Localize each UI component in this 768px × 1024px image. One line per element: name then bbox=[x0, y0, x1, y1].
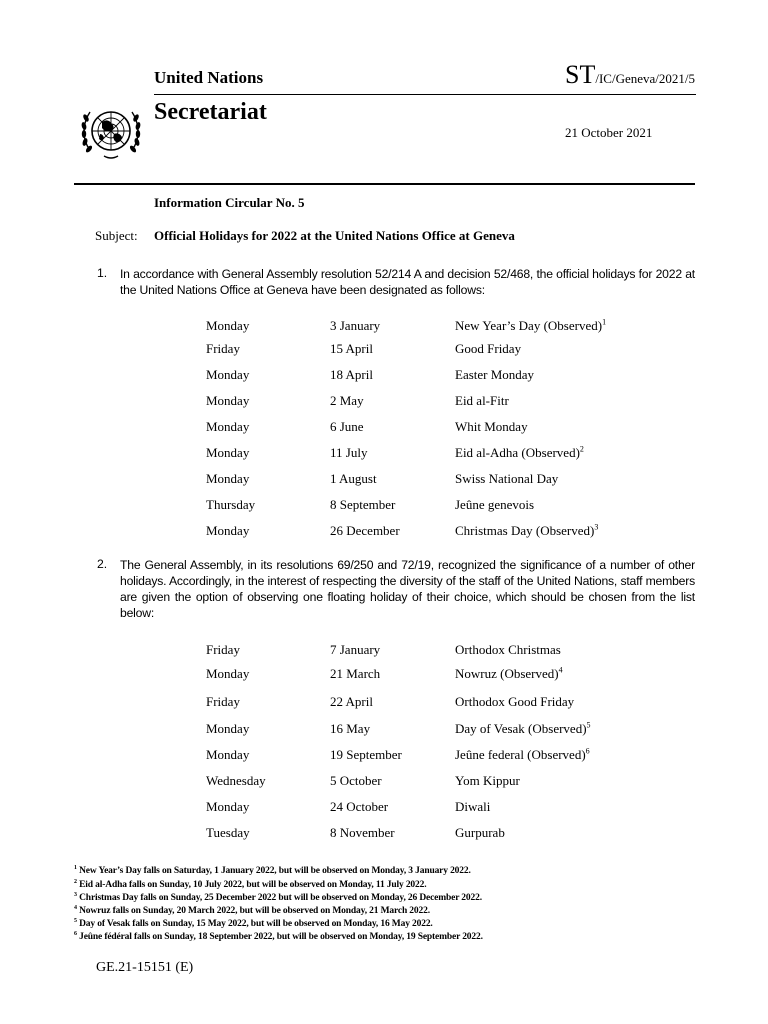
holiday-date: 2 May bbox=[330, 393, 364, 408]
symbol-prefix: ST bbox=[565, 60, 596, 89]
holiday-name: Jeûne genevois bbox=[455, 497, 535, 512]
table-row bbox=[0, 666, 768, 684]
holiday-date: 18 April bbox=[330, 367, 373, 382]
holiday-name-text: Day of Vesak (Observed) bbox=[455, 721, 587, 736]
holiday-day: Monday bbox=[206, 419, 250, 434]
symbol-suffix: /IC/Geneva/2021/5 bbox=[595, 71, 695, 86]
holiday-day: Monday bbox=[206, 799, 250, 814]
holiday-name: Yom Kippur bbox=[455, 773, 520, 788]
holiday-day: Wednesday bbox=[206, 773, 266, 788]
holiday-day: Monday bbox=[206, 721, 250, 736]
table-row bbox=[0, 367, 768, 385]
holiday-name: Eid al-Fitr bbox=[455, 393, 509, 408]
subject-text: Official Holidays for 2022 at the United Nations Office at Geneva bbox=[154, 228, 515, 243]
holiday-day: Monday bbox=[206, 471, 250, 486]
holiday-name bbox=[455, 721, 591, 737]
holiday-date: 16 May bbox=[330, 721, 371, 736]
footnote-ref: 5 bbox=[586, 720, 591, 730]
holiday-date: 7 January bbox=[330, 642, 381, 657]
footnote: $^5$ Day of Vesak falls on Sunday, 15 May 2022, but will be observed on Monday, 16 May 2022. bbox=[74, 917, 433, 929]
holiday-name-text: New Year’s Day (Observed) bbox=[455, 318, 603, 333]
un-emblem-icon bbox=[78, 104, 144, 162]
footnote: $^4$ Nowruz falls on Sunday, 20 March 2022, but will be observed on Monday, 21 March 2022. bbox=[74, 904, 430, 916]
holiday-name: Diwali bbox=[455, 799, 491, 814]
table-row bbox=[0, 747, 768, 765]
table-row bbox=[0, 393, 768, 411]
holiday-day: Friday bbox=[206, 694, 240, 709]
footnote-ref: 1 bbox=[602, 317, 607, 327]
holiday-name bbox=[455, 318, 606, 334]
holiday-day: Thursday bbox=[206, 497, 256, 512]
paragraph-number: 2. bbox=[97, 557, 108, 571]
holiday-date: 6 June bbox=[330, 419, 364, 434]
holiday-name: Whit Monday bbox=[455, 419, 528, 434]
holiday-name bbox=[455, 445, 584, 461]
organization-name: United Nations bbox=[154, 68, 264, 87]
holiday-date: 8 September bbox=[330, 497, 396, 512]
table-row bbox=[0, 642, 768, 660]
paragraph-1: In accordance with General Assembly resolution 52/214 A and decision 52/468, the official holidays for 2022 at the United Nations Office at Geneva have been designated as follows: bbox=[120, 267, 695, 297]
holiday-day: Friday bbox=[206, 341, 240, 356]
holiday-date: 24 October bbox=[330, 799, 389, 814]
footnote-ref: 2 bbox=[579, 444, 584, 454]
table-row bbox=[0, 471, 768, 489]
document-date: 21 October 2021 bbox=[565, 125, 653, 140]
table-row bbox=[0, 694, 768, 712]
footnote: $^3$ Christmas Day falls on Sunday, 25 December 2022 but will be observed on Monday, 26 December 2022. bbox=[74, 891, 482, 903]
holiday-day: Monday bbox=[206, 318, 250, 333]
holiday-date: 19 September bbox=[330, 747, 402, 762]
table-row bbox=[0, 799, 768, 817]
table-row bbox=[0, 445, 768, 463]
holiday-date: 8 November bbox=[330, 825, 395, 840]
holiday-name: Easter Monday bbox=[455, 367, 535, 382]
table-row bbox=[0, 825, 768, 843]
holiday-date: 11 July bbox=[330, 445, 368, 460]
holiday-day: Friday bbox=[206, 642, 240, 657]
footnote: $^1$ New Year’s Day falls on Saturday, 1 January 2022, but will be observed on Monday, 3 January 2022. bbox=[74, 864, 471, 876]
footnote-ref: 4 bbox=[558, 665, 563, 675]
holiday-name: Orthodox Good Friday bbox=[455, 694, 575, 709]
holiday-day: Monday bbox=[206, 393, 250, 408]
footnote: $^6$ Jeûne fédéral falls on Sunday, 18 September 2022, but will be observed on Monday, 19 September 2022. bbox=[74, 930, 483, 942]
table-row bbox=[0, 773, 768, 791]
holiday-name-text: Christmas Day (Observed) bbox=[455, 523, 595, 538]
table-row bbox=[0, 497, 768, 515]
document-symbol bbox=[565, 60, 695, 90]
holiday-name: Swiss National Day bbox=[455, 471, 559, 486]
circular-title: Information Circular No. 5 bbox=[154, 195, 305, 210]
holiday-date: 1 August bbox=[330, 471, 377, 486]
holiday-name: Orthodox Christmas bbox=[455, 642, 561, 657]
table-row bbox=[0, 341, 768, 359]
table-row bbox=[0, 419, 768, 437]
holiday-day: Monday bbox=[206, 666, 250, 681]
holiday-name bbox=[455, 523, 598, 539]
footnote-ref: 3 bbox=[594, 522, 599, 532]
holiday-name-text: Nowruz (Observed) bbox=[455, 666, 559, 681]
holiday-day: Monday bbox=[206, 747, 250, 762]
header-bottom-rule bbox=[74, 183, 695, 185]
holiday-date: 5 October bbox=[330, 773, 382, 788]
paragraph-2: The General Assembly, in its resolutions 69/250 and 72/19, recognized the significance of a number of other holidays. Accordingly, in the interest of respecting the diversity of the staff of the United Nations, staff members are given the option of observing one floating holiday of their choice, which should be chosen from the list below: bbox=[120, 558, 695, 620]
holiday-date: 3 January bbox=[330, 318, 381, 333]
holiday-day: Monday bbox=[206, 367, 250, 382]
secretariat-heading: Secretariat bbox=[154, 99, 267, 125]
footnote: $^2$ Eid al-Adha falls on Sunday, 10 July 2022, but will be observed on Monday, 11 July 2022. bbox=[74, 878, 427, 890]
job-number: GE.21-15151 (E) bbox=[96, 960, 194, 975]
holiday-date: 21 March bbox=[330, 666, 381, 681]
subject-label: Subject: bbox=[95, 228, 138, 243]
holiday-name-text: Eid al-Adha (Observed) bbox=[455, 445, 580, 460]
table-row bbox=[0, 318, 768, 336]
holiday-date: 22 April bbox=[330, 694, 373, 709]
footnote-ref: 6 bbox=[585, 746, 590, 756]
holiday-day: Monday bbox=[206, 523, 250, 538]
holiday-name bbox=[455, 666, 563, 682]
holiday-name bbox=[455, 747, 590, 763]
holiday-day: Tuesday bbox=[206, 825, 250, 840]
holiday-name-text: Jeûne federal (Observed) bbox=[455, 747, 586, 762]
holiday-name: Good Friday bbox=[455, 341, 522, 356]
table-row bbox=[0, 523, 768, 541]
holiday-name: Gurpurab bbox=[455, 825, 505, 840]
table-row bbox=[0, 721, 768, 739]
holiday-date: 15 April bbox=[330, 341, 373, 356]
holiday-day: Monday bbox=[206, 445, 250, 460]
holiday-date: 26 December bbox=[330, 523, 400, 538]
header-rule bbox=[154, 94, 696, 95]
paragraph-number: 1. bbox=[97, 266, 108, 280]
